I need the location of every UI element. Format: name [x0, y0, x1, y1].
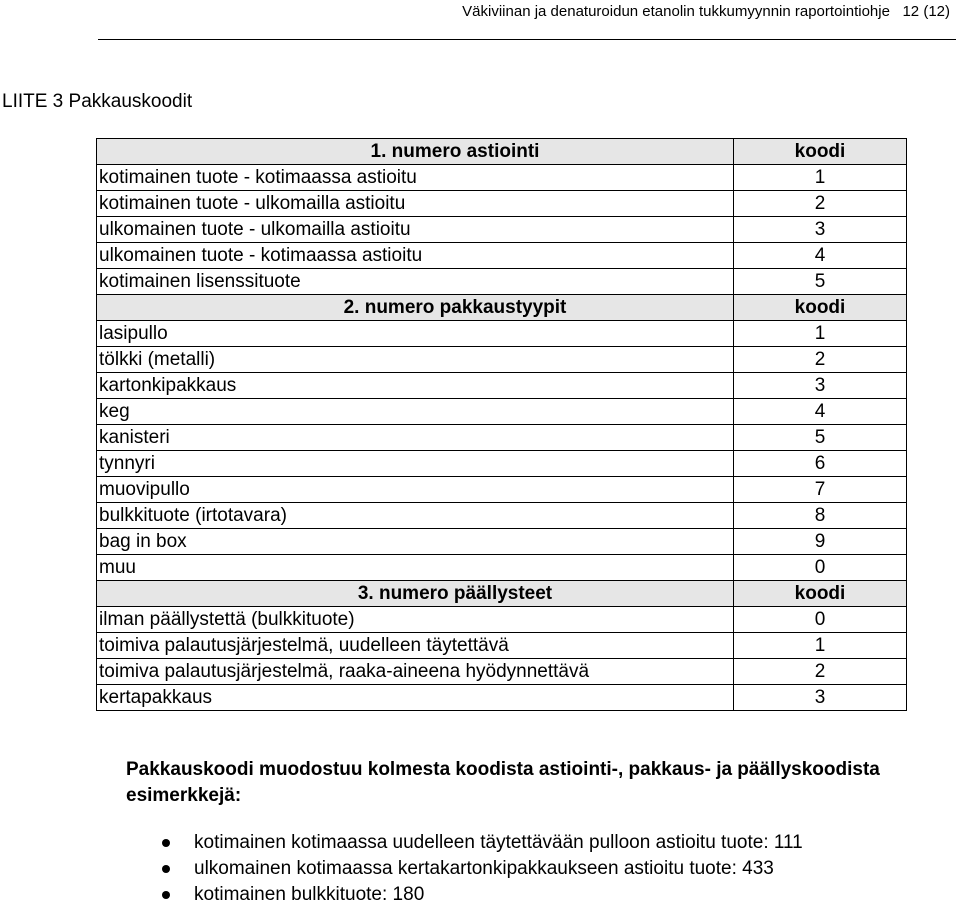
- row-code: 4: [734, 399, 907, 425]
- table-row: [97, 685, 907, 711]
- row-code: 9: [734, 529, 907, 555]
- table-row: [97, 451, 907, 477]
- table-row: [97, 191, 907, 217]
- row-code: 5: [734, 269, 907, 295]
- table-row: [97, 217, 907, 243]
- section-header-row: [97, 139, 907, 165]
- row-label: toimiva palautusjärjestelmä, uudelleen täytettävä: [97, 633, 734, 659]
- row-label: kanisteri: [97, 425, 734, 451]
- table-row: [97, 243, 907, 269]
- row-label: ilman päällystettä (bulkkituote): [97, 607, 734, 633]
- package-codes-body: [97, 139, 907, 711]
- row-code: 3: [734, 217, 907, 243]
- row-label: ulkomainen tuote - ulkomailla astioitu: [97, 217, 734, 243]
- row-label: lasipullo: [97, 321, 734, 347]
- row-label: keg: [97, 399, 734, 425]
- row-code: 1: [734, 165, 907, 191]
- row-code: 0: [734, 607, 907, 633]
- row-label: toimiva palautusjärjestelmä, raaka-aineena hyödynnettävä: [97, 659, 734, 685]
- header-text: [462, 3, 950, 20]
- section-title: 2. numero pakkaustyypit: [97, 295, 734, 321]
- table-row: [97, 633, 907, 659]
- example-text: kotimainen kotimaassa uudelleen täytettävään pulloon astioitu tuote: 111: [194, 832, 803, 853]
- table-row: [97, 425, 907, 451]
- row-code: 1: [734, 633, 907, 659]
- row-code: 5: [734, 425, 907, 451]
- code-column-header: koodi: [734, 295, 907, 321]
- section-title: 1. numero astiointi: [97, 139, 734, 165]
- table-row: [97, 555, 907, 581]
- examples-list: [0, 830, 803, 908]
- page-number: 12 (12): [902, 3, 950, 20]
- row-label: tölkki (metalli): [97, 347, 734, 373]
- table-row: [97, 321, 907, 347]
- row-code: 6: [734, 451, 907, 477]
- row-code: 8: [734, 503, 907, 529]
- row-label: kertapakkaus: [97, 685, 734, 711]
- table-row: [97, 347, 907, 373]
- row-label: bulkkituote (irtotavara): [97, 503, 734, 529]
- row-label: muovipullo: [97, 477, 734, 503]
- row-code: 3: [734, 685, 907, 711]
- appendix-title: LIITE 3 Pakkauskoodit: [2, 91, 193, 112]
- document-title: Väkiviinan ja denaturoidun etanolin tukkumyynnin raportointiohje: [462, 3, 890, 20]
- row-label: kartonkipakkaus: [97, 373, 734, 399]
- table-row: [97, 529, 907, 555]
- row-label: kotimainen tuote - kotimaassa astioitu: [97, 165, 734, 191]
- row-label: kotimainen lisenssituote: [97, 269, 734, 295]
- page-header: [0, 0, 960, 40]
- row-label: kotimainen tuote - ulkomailla astioitu: [97, 191, 734, 217]
- table-row: [97, 503, 907, 529]
- code-column-header: koodi: [734, 139, 907, 165]
- list-item: [0, 856, 803, 882]
- row-code: 7: [734, 477, 907, 503]
- table-row: [97, 477, 907, 503]
- row-label: ulkomainen tuote - kotimaassa astioitu: [97, 243, 734, 269]
- bullet-icon: [162, 839, 170, 847]
- table-row: [97, 165, 907, 191]
- row-code: 1: [734, 321, 907, 347]
- row-code: 2: [734, 347, 907, 373]
- section-title: 3. numero päällysteet: [97, 581, 734, 607]
- row-code: 4: [734, 243, 907, 269]
- example-text: ulkomainen kotimaassa kertakartonkipakkaukseen astioitu tuote: 433: [194, 858, 774, 879]
- table-row: [97, 269, 907, 295]
- header-divider: [98, 39, 956, 40]
- bullet-icon: [162, 891, 170, 899]
- table-row: [97, 373, 907, 399]
- row-code: 0: [734, 555, 907, 581]
- row-label: muu: [97, 555, 734, 581]
- package-codes-table: [96, 138, 907, 711]
- summary-text: Pakkauskoodi muodostuu kolmesta koodista astiointi-, pakkaus- ja päällyskoodista esimerkkejä:: [126, 759, 880, 806]
- row-label: tynnyri: [97, 451, 734, 477]
- table-row: [97, 607, 907, 633]
- list-item: [0, 830, 803, 856]
- row-code: 3: [734, 373, 907, 399]
- code-column-header: koodi: [734, 581, 907, 607]
- row-code: 2: [734, 191, 907, 217]
- row-label: bag in box: [97, 529, 734, 555]
- table-row: [97, 399, 907, 425]
- section-header-row: [97, 295, 907, 321]
- table-row: [97, 659, 907, 685]
- example-text: kotimainen bulkkituote: 180: [194, 884, 425, 905]
- row-code: 2: [734, 659, 907, 685]
- section-header-row: [97, 581, 907, 607]
- bullet-icon: [162, 865, 170, 873]
- list-item: [0, 882, 803, 908]
